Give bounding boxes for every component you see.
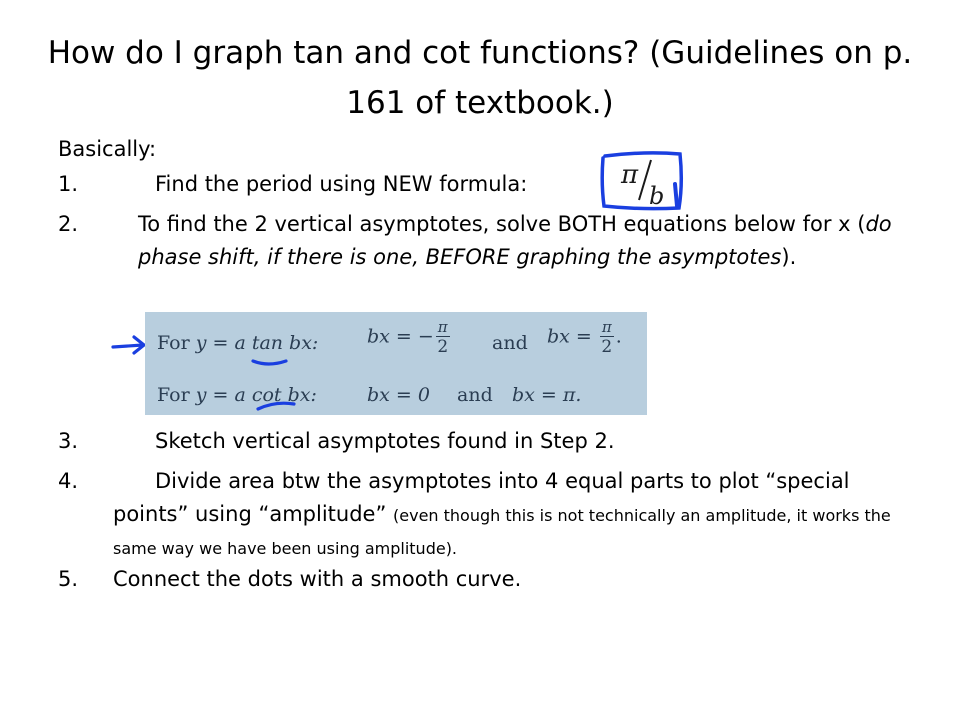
step-5-number: 5. xyxy=(58,567,79,591)
step-2-number: 2. xyxy=(58,212,79,236)
step-5 xyxy=(58,563,908,596)
step-1-text: Find the period using NEW formula: xyxy=(155,172,528,196)
tan-row-lead: For y = a tan bx: xyxy=(157,332,319,354)
tan-left-equation: bx = − $\frac{\pi}{2}$ xyxy=(367,318,449,357)
handwritten-arrow-icon xyxy=(110,332,150,358)
formula-denominator: b xyxy=(649,182,665,210)
intro-text: Basically: xyxy=(58,137,157,161)
tan-and: and xyxy=(492,332,528,354)
formula-numerator: π xyxy=(621,160,639,190)
cot-and: and xyxy=(457,384,493,406)
step-2-text: To find the 2 vertical asymptotes, solve BOTH equations below for x (do phase shift, if there is one, BEFORE graphing the asymptotes). xyxy=(138,212,892,269)
cot-right-equation: bx = π. xyxy=(512,384,582,406)
handwritten-period-formula xyxy=(595,148,690,213)
step-5-text: Connect the dots with a smooth curve. xyxy=(113,567,522,591)
textbook-excerpt xyxy=(145,312,647,415)
step-4-number: 4. xyxy=(58,469,79,493)
cot-row-lead: For y = a cot bx: xyxy=(157,384,317,406)
step-1-number: 1. xyxy=(58,172,79,196)
handwritten-tan-underline xyxy=(250,355,290,371)
step-2 xyxy=(58,208,908,274)
tan-right-equation: bx = $\frac{\pi}{2}$ . xyxy=(547,318,622,357)
step-4-text: Divide area btw the asymptotes into 4 equal parts to plot “special points” using “amplitude” (even though this is not technically an amplitude, it works the same way we have been using amplitude). xyxy=(113,469,891,558)
slide-title: How do I graph tan and cot functions? (Guidelines on p. 161 of textbook.) xyxy=(47,35,913,121)
step-3 xyxy=(58,425,908,458)
handwritten-cot-underline xyxy=(255,398,297,412)
step-3-text: Sketch vertical asymptotes found in Step 2. xyxy=(155,429,615,453)
step-4 xyxy=(58,465,908,564)
cot-left-equation: bx = 0 xyxy=(367,384,430,406)
step-3-number: 3. xyxy=(58,429,79,453)
step-4-note: (even though this is not technically an amplitude, it works the same way we have been using amplitude). xyxy=(113,506,891,558)
step-1 xyxy=(58,168,908,201)
